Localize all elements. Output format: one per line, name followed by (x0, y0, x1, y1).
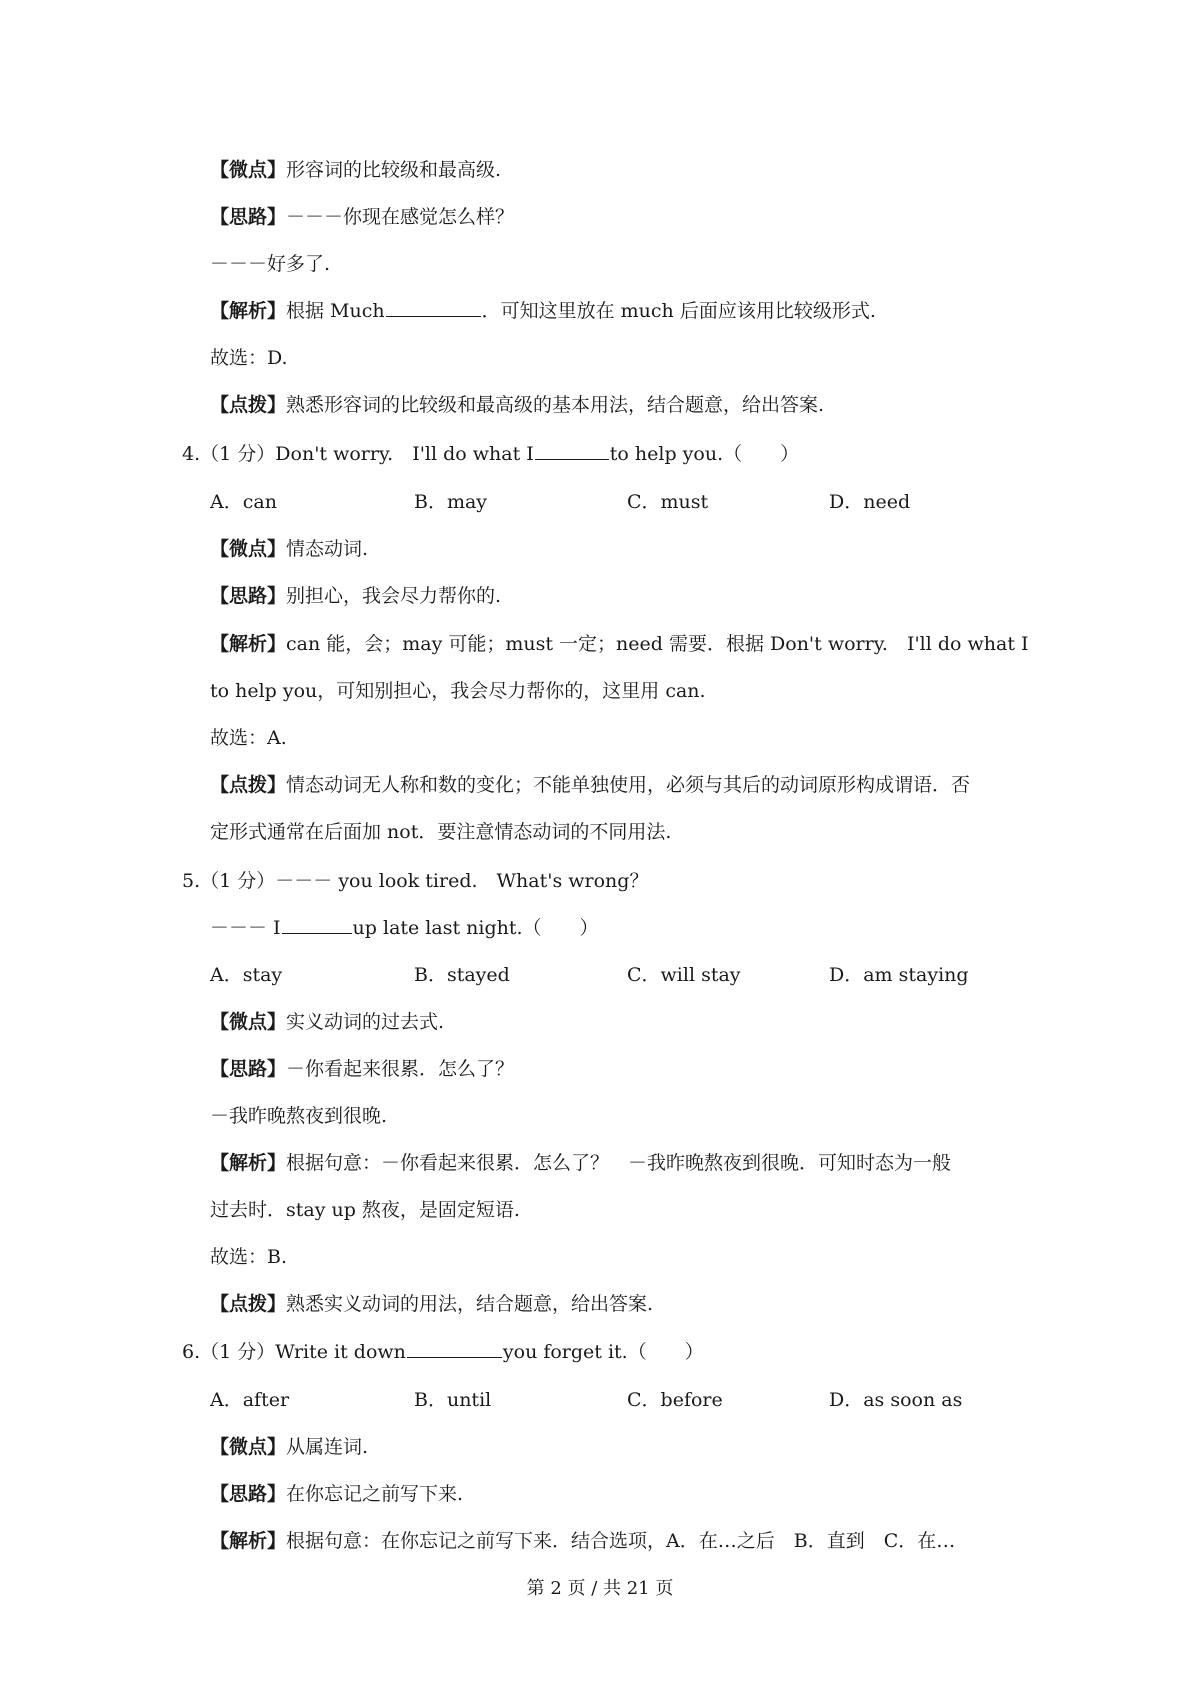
q4-option-b: B．may (414, 491, 488, 513)
q5-option-c: C．will stay (627, 964, 741, 986)
q3-dianbo: 【点拨】熟悉形容词的比较级和最高级的基本用法，结合题意，给出答案. (210, 394, 825, 416)
q3-weidian: 【微点】形容词的比较级和最高级. (210, 159, 502, 181)
q5-dianbo: 【点拨】熟悉实义动词的用法，结合题意，给出答案. (210, 1293, 654, 1315)
q5-silu-2: －我昨晚熬夜到很晚. (210, 1105, 388, 1127)
q6-option-b: B．until (414, 1389, 492, 1411)
q3-jiexi: 【解析】根据 Much ．可知这里放在 much 后面应该用比较级形式. (210, 300, 876, 322)
answer-blank (535, 441, 609, 460)
q5-jiexi: 【解析】根据句意：－你看起来很累．怎么了？ －我昨晚熬夜到很晚．可知时态为一般 (210, 1152, 952, 1174)
page-footer: 第 2 页 / 共 21 页 (526, 1578, 674, 1599)
q5-guxuan: 故选：B. (210, 1246, 288, 1268)
q5-silu: 【思路】－你看起来很累．怎么了？ (210, 1058, 515, 1080)
q5-option-b: B．stayed (414, 964, 510, 986)
q4-jiexi: 【解析】can 能，会；may 可能；must 一定；need 需要．根据 Don't worry. I'll do what I (210, 633, 1029, 655)
q5-jiexi-2: 过去时．stay up 熬夜，是固定短语. (210, 1199, 520, 1221)
q6-option-d: D．as soon as (829, 1389, 963, 1411)
q6-silu: 【思路】在你忘记之前写下来. (210, 1483, 464, 1505)
q5-option-a: A．stay (210, 964, 283, 986)
q5-stem: 5.（1 分）－－－ you look tired. What's wrong？ (182, 870, 649, 892)
q6-option-a: A．after (210, 1389, 290, 1411)
answer-blank (407, 1339, 502, 1358)
q4-option-d: D．need (829, 491, 911, 513)
q5-stem-2: －－－ I up late last night.（ ） (210, 917, 599, 939)
q6-stem: 6.（1 分）Write it down you forget it.（ ） (182, 1341, 704, 1363)
q4-option-a: A．can (210, 491, 277, 513)
q3-guxuan: 故选：D. (210, 347, 288, 369)
q3-silu-2: －－－好多了. (210, 253, 331, 275)
q4-dianbo: 【点拨】情态动词无人称和数的变化；不能单独使用，必须与其后的动词原形构成谓语．否 (210, 774, 971, 796)
answer-blank (386, 298, 481, 317)
q6-weidian: 【微点】从属连词. (210, 1436, 369, 1458)
q4-silu: 【思路】别担心，我会尽力帮你的. (210, 585, 502, 607)
q4-guxuan: 故选：A. (210, 727, 287, 749)
q6-option-c: C．before (627, 1389, 723, 1411)
q6-jiexi: 【解析】根据句意：在你忘记之前写下来．结合选项，A．在…之后 B．直到 C．在… (210, 1530, 956, 1552)
q4-stem: 4.（1 分）Don't worry. I'll do what I to help you.（ ） (182, 443, 800, 465)
q4-jiexi-2: to help you，可知别担心，我会尽力帮你的，这里用 can. (210, 680, 706, 702)
q4-dianbo-2: 定形式通常在后面加 not．要注意情态动词的不同用法. (210, 821, 672, 843)
q5-weidian: 【微点】实义动词的过去式. (210, 1011, 445, 1033)
q4-weidian: 【微点】情态动词. (210, 538, 369, 560)
q5-option-d: D．am staying (829, 964, 969, 986)
answer-blank (282, 915, 352, 934)
q4-option-c: C．must (627, 491, 709, 513)
q3-silu: 【思路】－－－你现在感觉怎么样？ (210, 206, 515, 228)
